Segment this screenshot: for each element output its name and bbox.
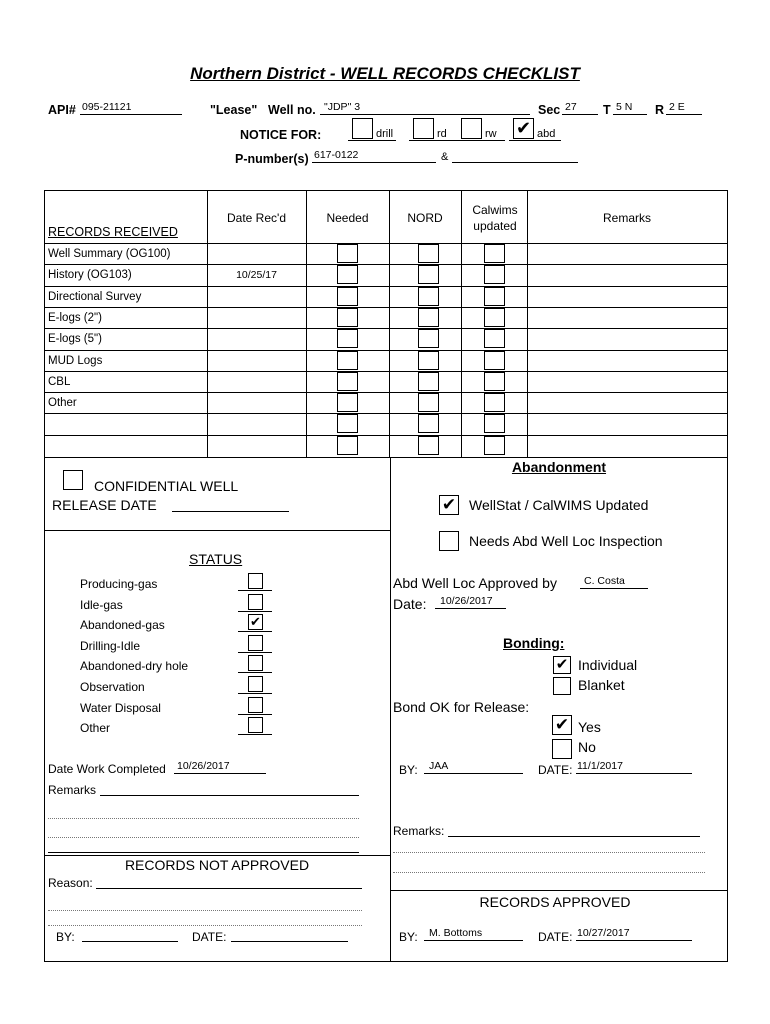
status-checkbox[interactable] [248, 655, 263, 671]
needed-checkbox[interactable] [337, 372, 358, 391]
needed-checkbox[interactable] [337, 308, 358, 327]
approved-by-field[interactable] [580, 575, 648, 589]
approved-by-label-2: BY: [399, 930, 418, 944]
bonding-title: Bonding: [503, 635, 565, 651]
remarks-line [48, 852, 359, 853]
grid-line [207, 191, 208, 457]
needed-checkbox[interactable] [337, 329, 358, 348]
pnumber-label: P-number(s) [235, 152, 309, 166]
calwims-checkbox[interactable] [484, 414, 505, 433]
r-field[interactable] [666, 101, 702, 115]
api-label: API# [48, 103, 76, 117]
remarks-line [48, 818, 359, 819]
well-no-label: Well no. [268, 103, 316, 117]
sec-label: Sec [538, 103, 561, 117]
nord-checkbox[interactable] [418, 393, 439, 412]
calwims-checkbox[interactable] [484, 308, 505, 327]
needed-checkbox[interactable] [337, 244, 358, 263]
status-remarks-field[interactable] [100, 782, 359, 796]
r-label: R [655, 103, 665, 117]
status-checkbox[interactable] [248, 676, 263, 692]
status-checkbox[interactable] [248, 635, 263, 651]
bond-yes-label: Yes [578, 719, 601, 735]
remarks-cell[interactable] [528, 329, 727, 348]
row-label: Directional Survey [48, 290, 142, 303]
date-received-cell[interactable]: 10/25/17 [236, 269, 277, 282]
notice-checkbox[interactable] [352, 118, 373, 139]
confidential-checkbox[interactable] [63, 470, 83, 490]
remarks-cell[interactable] [528, 244, 727, 263]
col-nord: NORD [407, 211, 443, 225]
status-underline [238, 734, 272, 735]
not-approved-by-label: BY: [56, 930, 75, 944]
approved-by-label: Abd Well Loc Approved by [393, 575, 557, 591]
reason-line [48, 925, 362, 926]
approval-date-field[interactable] [435, 595, 506, 609]
notice-option-label: drill [376, 128, 394, 140]
calwims-checkbox[interactable] [484, 372, 505, 391]
reason-line [48, 910, 362, 911]
remarks-cell[interactable] [528, 436, 727, 455]
nord-checkbox[interactable] [418, 265, 439, 284]
calwims-checkbox[interactable] [484, 329, 505, 348]
grid-line [461, 191, 462, 457]
not-approved-title: RECORDS NOT APPROVED [124, 857, 310, 873]
col-remarks: Remarks [602, 211, 651, 225]
grid-line [389, 191, 390, 457]
status-item-label: Abandoned-dry hole [80, 659, 189, 674]
approved-title: RECORDS APPROVED [479, 894, 631, 910]
bond-no-label: No [578, 739, 596, 755]
status-remarks-label: Remarks [48, 783, 97, 797]
status-item-label: Idle-gas [80, 597, 123, 612]
wellstat-checkbox[interactable]: ✔ [439, 495, 459, 515]
notice-option-label: rw [485, 128, 497, 140]
notice-checkbox[interactable] [413, 118, 434, 139]
pnumber-value: 617-0122 [314, 149, 359, 161]
abd-by-label: BY: [399, 763, 418, 777]
divider [44, 855, 390, 856]
notice-checkbox[interactable]: ✔ [513, 118, 534, 139]
api-field[interactable] [80, 101, 182, 115]
remarks-line [393, 852, 705, 853]
status-checkbox[interactable] [248, 594, 263, 610]
calwims-checkbox[interactable] [484, 287, 505, 306]
t-label: T [603, 103, 611, 117]
status-checkbox[interactable]: ✔ [248, 614, 263, 630]
abd-remarks-label: Remarks: [393, 824, 445, 838]
t-field[interactable] [613, 101, 647, 115]
needed-checkbox[interactable] [337, 414, 358, 433]
row-label: CBL [48, 375, 71, 388]
sec-value: 27 [565, 101, 577, 113]
date-work-completed-label: Date Work Completed [48, 762, 166, 776]
bonding-individual-label: Individual [578, 657, 638, 673]
calwims-checkbox[interactable] [484, 265, 505, 284]
remarks-line [393, 872, 705, 873]
divider [390, 890, 728, 891]
calwims-checkbox[interactable] [484, 436, 505, 455]
api-value: 095-21121 [82, 101, 132, 113]
abd-remarks-field[interactable] [448, 823, 700, 837]
status-checkbox[interactable] [248, 573, 263, 589]
pnumber-field[interactable] [312, 149, 436, 163]
status-item-label: Producing-gas [80, 577, 158, 591]
notice-label: NOTICE FOR: [240, 128, 322, 142]
status-item-label: Drilling-Idle [80, 638, 141, 653]
divider [44, 457, 728, 458]
bond-yes-checkbox[interactable]: ✔ [552, 715, 572, 735]
inspection-checkbox[interactable] [439, 531, 459, 551]
status-underline [238, 631, 272, 632]
row-label: E-logs (2") [48, 311, 102, 324]
t-value: 5 N [616, 101, 633, 113]
date-work-completed-value: 10/26/2017 [177, 760, 230, 772]
pnumber-field-2[interactable] [452, 149, 578, 163]
calwims-checkbox[interactable] [484, 393, 505, 412]
needed-checkbox[interactable] [337, 393, 358, 412]
nord-checkbox[interactable] [418, 436, 439, 455]
needed-checkbox[interactable] [337, 265, 358, 284]
r-value: 2 E [669, 101, 685, 113]
release-date-field[interactable] [172, 498, 289, 512]
status-title: STATUS [189, 551, 243, 567]
abd-date-value: 11/1/2017 [577, 760, 623, 772]
date-work-completed-field[interactable] [174, 760, 266, 774]
col-calwims: Calwims updated [472, 203, 518, 233]
approved-date-field[interactable] [576, 927, 692, 941]
row-label: History (OG103) [48, 269, 132, 282]
nord-checkbox[interactable] [418, 244, 439, 263]
bond-no-checkbox[interactable] [552, 739, 572, 759]
abandonment-title: Abandonment [511, 459, 607, 475]
sec-field[interactable] [562, 101, 598, 115]
reason-field[interactable] [96, 875, 362, 889]
divider [44, 530, 390, 531]
abd-by-value: JAA [429, 760, 449, 772]
confidential-label: CONFIDENTIAL WELL [94, 478, 239, 494]
status-underline [238, 611, 272, 612]
row-label: MUD Logs [48, 354, 103, 367]
approved-date-value: 10/27/2017 [577, 927, 630, 939]
not-approved-by-field[interactable] [82, 928, 178, 942]
nord-checkbox[interactable] [418, 372, 439, 391]
row-label: E-logs (5") [48, 333, 102, 346]
well-no-field[interactable] [320, 101, 530, 115]
status-checkbox[interactable] [248, 717, 263, 733]
nord-checkbox[interactable] [418, 287, 439, 306]
not-approved-date-label: DATE: [192, 930, 227, 944]
needed-checkbox[interactable] [337, 287, 358, 306]
col-date-recd: Date Rec'd [227, 211, 286, 225]
records-received-title: RECORDS RECEIVED [48, 225, 178, 239]
status-underline [238, 652, 272, 653]
notice-checkbox[interactable] [461, 118, 482, 139]
remarks-cell[interactable] [528, 414, 727, 433]
abd-by-field[interactable] [424, 760, 523, 774]
col-needed: Needed [326, 211, 369, 225]
abd-date-label: DATE: [538, 763, 573, 777]
status-checkbox[interactable] [248, 697, 263, 713]
nord-checkbox[interactable] [418, 308, 439, 327]
bonding-blanket-checkbox[interactable] [553, 677, 571, 695]
notice-option-label: rd [437, 128, 447, 140]
status-item-label: Other [80, 721, 111, 736]
lease-label: "Lease" [210, 103, 258, 117]
nord-checkbox[interactable] [418, 351, 439, 370]
page-title: Northern District - WELL RECORDS CHECKLIST [190, 64, 580, 83]
remarks-line [48, 837, 359, 838]
remarks-cell[interactable] [528, 308, 727, 327]
status-underline [238, 590, 272, 591]
approved-by-value: C. Costa [584, 575, 625, 587]
release-date-label: RELEASE DATE [52, 497, 157, 513]
divider [390, 457, 391, 962]
status-item-label: Abandoned-gas [80, 618, 165, 633]
status-underline [238, 714, 272, 715]
status-item-label: Water Disposal [80, 700, 161, 715]
remarks-cell[interactable] [528, 351, 727, 370]
remarks-cell[interactable] [528, 265, 727, 284]
bonding-individual-checkbox[interactable]: ✔ [553, 656, 571, 674]
remarks-cell[interactable] [528, 287, 727, 306]
notice-option-label: abd [537, 128, 556, 140]
status-underline [238, 693, 272, 694]
ampersand: & [441, 151, 449, 163]
inspection-label: Needs Abd Well Loc Inspection [469, 533, 663, 549]
row-label: Well Summary (OG100) [48, 248, 171, 260]
approved-by-value-2: M. Bottoms [429, 927, 483, 939]
approval-date-label: Date: [393, 596, 427, 612]
approved-by-field-2[interactable] [424, 927, 523, 941]
approval-date-value: 10/26/2017 [440, 595, 493, 607]
nord-checkbox[interactable] [418, 329, 439, 348]
wellstat-label: WellStat / CalWIMS Updated [469, 497, 649, 513]
approved-date-label: DATE: [538, 930, 573, 944]
well-no-value: "JDP" 3 [324, 101, 361, 113]
abd-date-field[interactable] [576, 760, 692, 774]
status-item-label: Observation [80, 680, 145, 694]
calwims-checkbox[interactable] [484, 244, 505, 263]
nord-checkbox[interactable] [418, 414, 439, 433]
calwims-checkbox[interactable] [484, 351, 505, 370]
needed-checkbox[interactable] [337, 351, 358, 370]
not-approved-date-field[interactable] [231, 928, 348, 942]
remarks-cell[interactable] [528, 372, 727, 391]
remarks-cell[interactable] [528, 393, 727, 412]
grid-line [306, 191, 307, 457]
row-label: Other [48, 397, 77, 410]
bond-ok-label: Bond OK for Release: [393, 699, 530, 715]
reason-label: Reason: [48, 876, 93, 890]
needed-checkbox[interactable] [337, 436, 358, 455]
status-underline [238, 672, 272, 673]
bonding-blanket-label: Blanket [578, 677, 625, 693]
